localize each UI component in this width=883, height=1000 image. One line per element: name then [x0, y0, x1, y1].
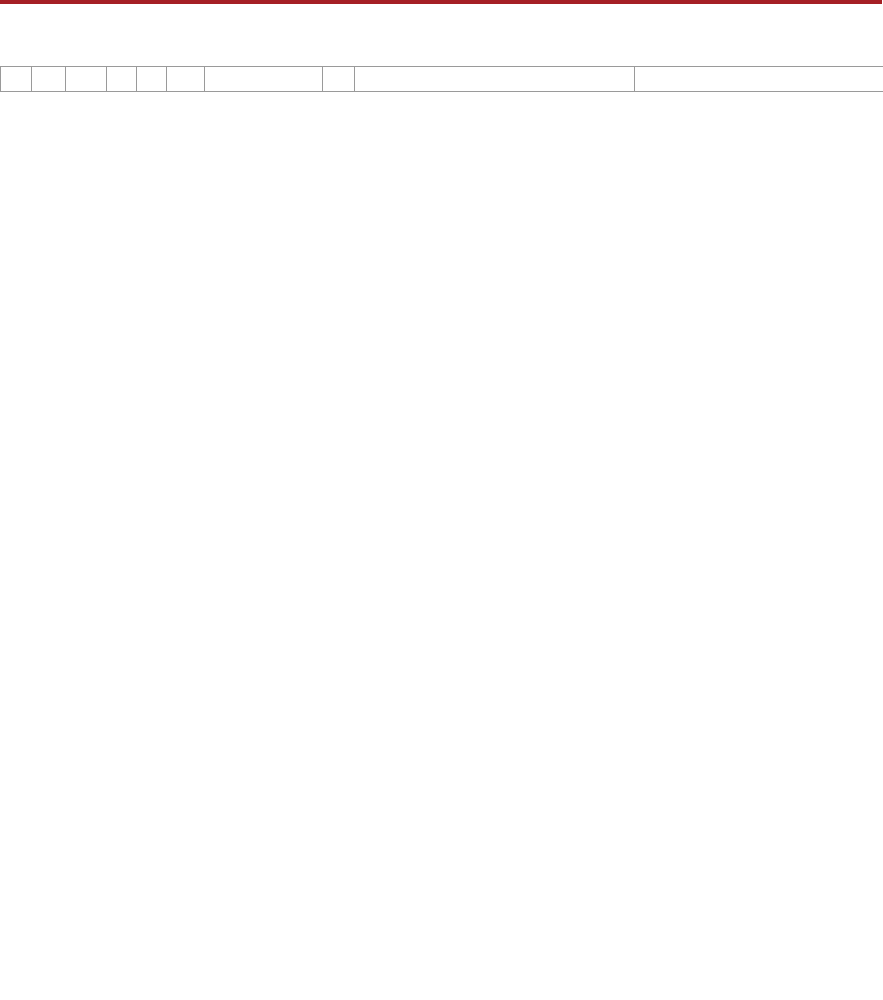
blank-row — [0, 44, 883, 66]
header-criminal-liability — [635, 67, 883, 92]
ban-list-table — [0, 66, 883, 92]
header-index — [1, 67, 32, 92]
header-name — [66, 67, 107, 92]
header-city — [32, 67, 66, 92]
header-age — [137, 67, 167, 92]
header-license-no — [205, 67, 323, 92]
header-ban-reason — [355, 67, 635, 92]
page-title — [0, 0, 883, 44]
header-gender — [107, 67, 137, 92]
header-vehicle-class — [323, 67, 355, 92]
header-driving-years — [167, 67, 205, 92]
table-header-row — [1, 67, 883, 92]
